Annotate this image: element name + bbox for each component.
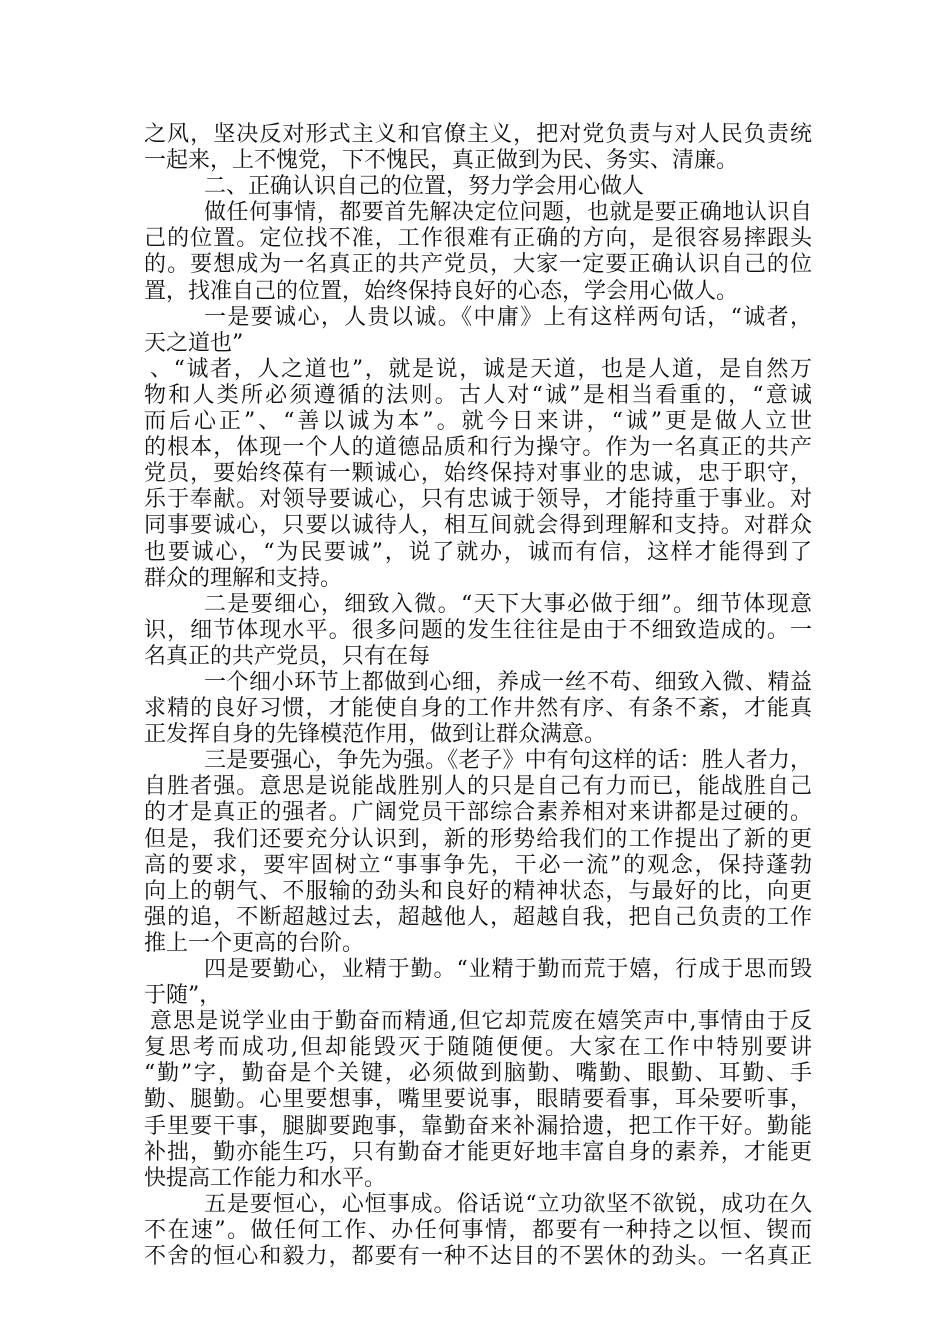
text-line: 补拙，勤亦能生巧，只有勤奋才能更好地丰富自身的素养，才能更: [144, 1139, 812, 1165]
text-line: 高的要求，要牢固树立“事事争先，干必一流”的观念，保持蓬勃: [144, 852, 812, 878]
text-line: 、“诚者，人之道也”，就是说，诚是天道，也是人道，是自然万: [150, 356, 812, 382]
text-line: 的才是真正的强者。广阔党员干部综合素养相对来讲都是过硬的。: [144, 800, 812, 826]
text-line: 名真正的共产党员，只有在每: [144, 643, 431, 669]
text-line: 己的位置。定位找不准，工作很难有正确的方向，是很容易摔跟头: [144, 226, 812, 252]
text-line: 二、正确认识自己的位置，努力学会用心做人: [204, 174, 645, 200]
text-line: 也要诚心，“为民要诚”，说了就办，诚而有信，这样才能得到了: [144, 539, 812, 565]
text-line: 自胜者强。意思是说能战胜别人的只是自己有力而已，能战胜自己: [144, 774, 812, 800]
text-line: 识，细节体现水平。很多问题的发生往往是由于不细致造成的。一: [144, 617, 812, 643]
text-line: 四是要勤心，业精于勤。“业精于勤而荒于嬉，行成于思而毁: [204, 957, 812, 982]
text-line: 一起来，上不愧党，下不愧民，真正做到为民、务实、清廉。: [144, 148, 739, 174]
text-line: 向上的朝气、不服输的劲头和良好的精神状态，与最好的比，向更: [144, 878, 812, 904]
text-line: 勤、腿勤。心里要想事，嘴里要说事，眼睛要看事，耳朵要听事，: [144, 1087, 812, 1113]
text-line: 党员，要始终葆有一颗诚心，始终保持对事业的忠诚，忠于职守，: [144, 461, 812, 487]
text-line: 群众的理解和支持。: [144, 565, 343, 591]
text-line: 推上一个更高的台阶。: [144, 930, 365, 956]
text-line: 于随”，: [144, 983, 222, 1009]
text-line: 二是要细心，细致入微。“天下大事必做于细”。细节体现意: [204, 591, 812, 617]
text-line: 置，找准自己的位置，始终保持良好的心态，学会用心做人。: [144, 278, 739, 304]
text-line: 五是要恒心，心恒事成。俗话说“立功欲坚不欲锐，成功在久: [204, 1191, 812, 1217]
text-line: 但是，我们还要充分认识到，新的形势给我们的工作提出了新的更: [144, 826, 812, 852]
text-line: 的根本，体现一个人的道德品质和行为操守。作为一名真正的共产: [144, 435, 812, 461]
text-line: 快提高工作能力和水平。: [144, 1165, 387, 1191]
text-line: 复思考而成功,但却能毁灭于随随便便。大家在工作中特别要讲: [144, 1035, 812, 1061]
text-line: 乐于奉献。对领导要诚心，只有忠诚于领导，才能持重于事业。对: [144, 487, 812, 513]
text-line: 一个细小环节上都做到心细，养成一丝不苟、细致入微、精益: [204, 669, 812, 695]
text-line: 物和人类所必须遵循的法则。古人对“诚”是相当看重的，“意诚: [144, 382, 812, 408]
text-line: 求精的良好习惯，才能使自身的工作井然有序、有条不紊，才能真: [144, 696, 812, 722]
text-line: 正发挥自身的先锋模范作用，做到让群众满意。: [144, 722, 607, 748]
text-line: “勤”字，勤奋是个关键，必须做到脑勤、嘴勤、眼勤、耳勤、手: [144, 1061, 812, 1087]
text-line: 同事要诚心，只要以诚待人，相互间就会得到理解和支持。对群众: [144, 513, 812, 539]
text-line: 强的追，不断超越过去，超越他人，超越自我，把自己负责的工作: [144, 904, 812, 930]
text-line: 不在速”。做任何工作、办任何事情，都要有一种持之以恒、锲而: [144, 1217, 812, 1243]
document-body: [144, 122, 812, 1270]
text-line: 意思是说学业由于勤奋而精通,但它却荒废在嬉笑声中,事情由于反: [150, 1009, 812, 1035]
text-line: 天之道也”: [144, 330, 244, 356]
text-line: 不舍的恒心和毅力，都要有一种不达目的不罢休的劲头。一名真正: [144, 1244, 812, 1270]
text-line: 手里要干事，腿脚要跑事，靠勤奋来补漏拾遗，把工作干好。勤能: [144, 1113, 812, 1139]
text-line: 做任何事情，都要首先解决定位问题，也就是要正确地认识自: [204, 200, 812, 226]
text-line: 而后心正”、“善以诚为本”。就今日来讲，“诚”更是做人立世: [144, 409, 812, 435]
text-line: 三是要强心，争先为强。《老子》中有句这样的话：胜人者力，: [204, 748, 812, 774]
text-line: 的。要想成为一名真正的共产党员，大家一定要正确认识自己的位: [144, 252, 812, 278]
text-line: 一是要诚心，人贵以诚。《中庸》上有这样两句话，“诚者，: [204, 304, 812, 330]
text-line: 之风，坚决反对形式主义和官僚主义，把对党负责与对人民负责统: [144, 122, 812, 147]
